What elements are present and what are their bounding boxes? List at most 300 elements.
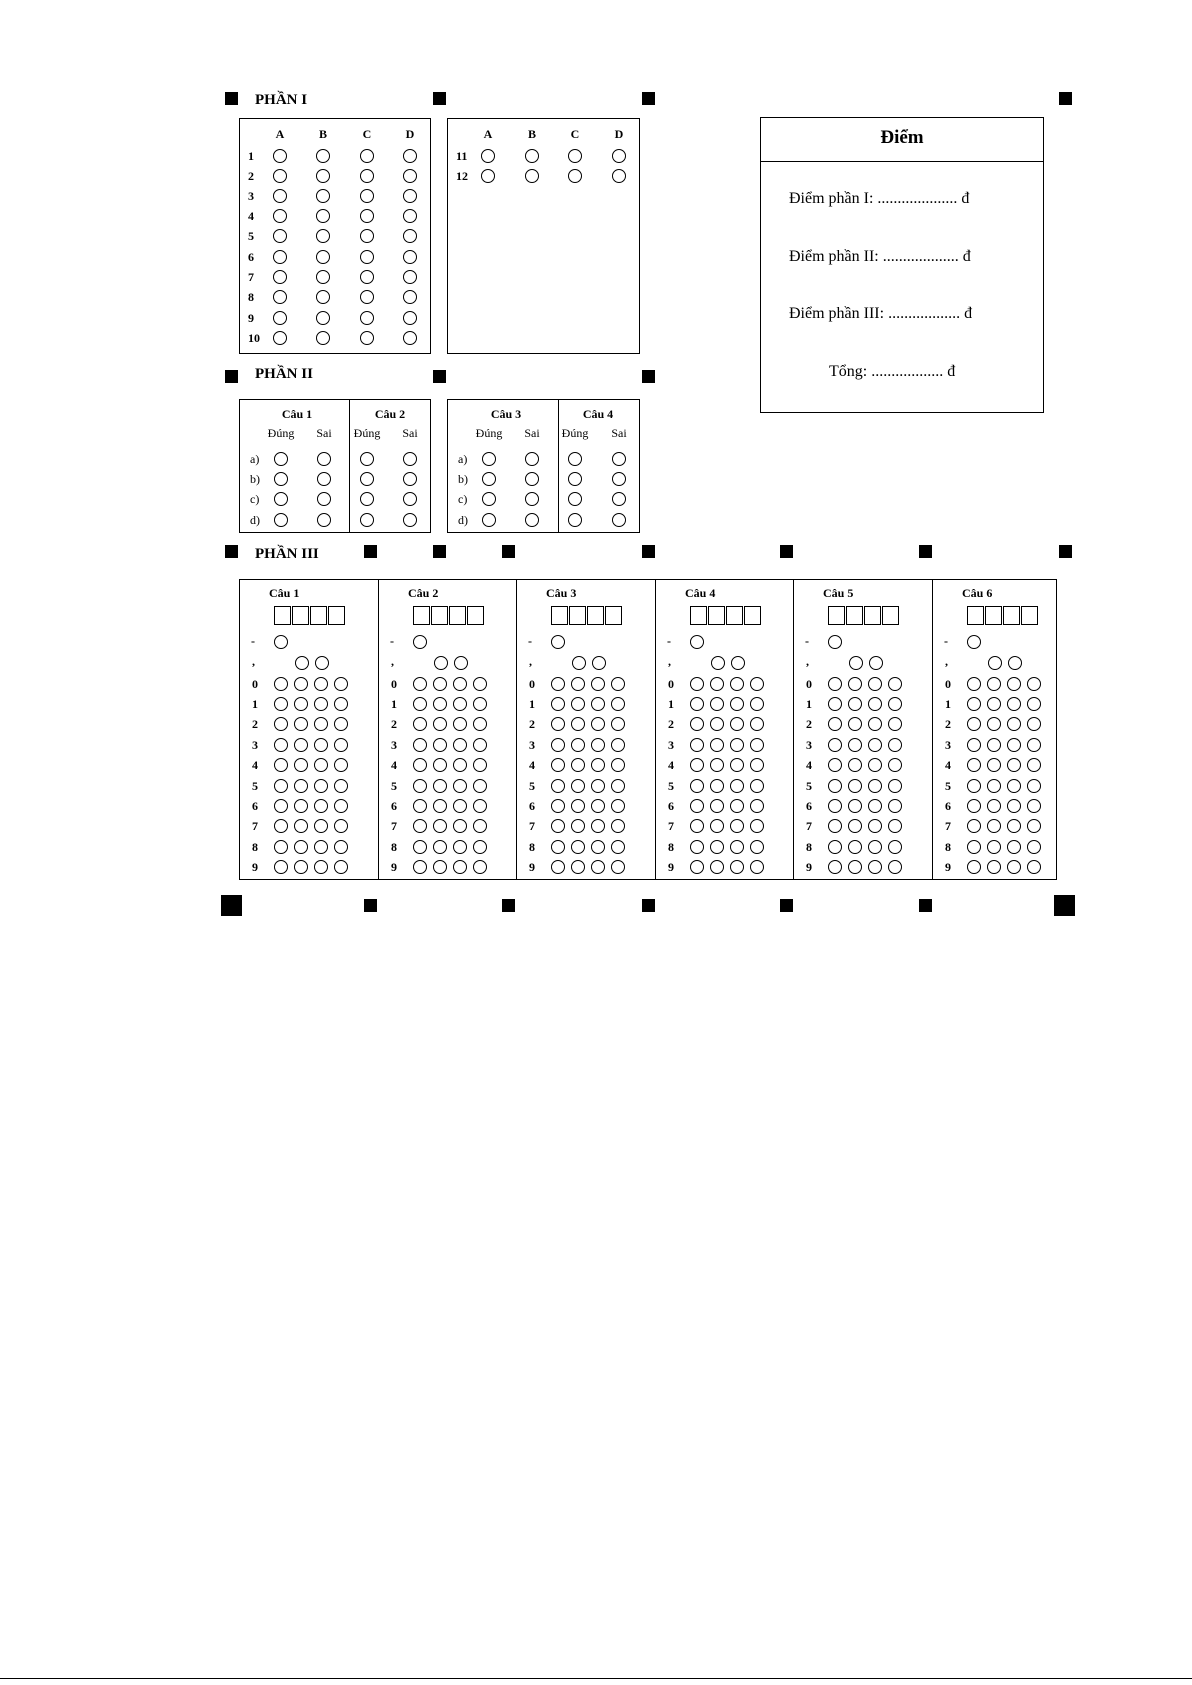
digit-bubble[interactable] bbox=[294, 840, 308, 854]
true-bubble[interactable] bbox=[360, 472, 374, 486]
answer-digit-box[interactable] bbox=[1003, 606, 1020, 625]
answer-bubble[interactable] bbox=[525, 169, 539, 183]
digit-bubble[interactable] bbox=[967, 779, 981, 793]
answer-bubble[interactable] bbox=[360, 311, 374, 325]
answer-bubble[interactable] bbox=[403, 270, 417, 284]
digit-bubble[interactable] bbox=[571, 717, 585, 731]
digit-bubble[interactable] bbox=[848, 677, 862, 691]
digit-bubble[interactable] bbox=[848, 758, 862, 772]
answer-bubble[interactable] bbox=[316, 189, 330, 203]
answer-bubble[interactable] bbox=[403, 229, 417, 243]
digit-bubble[interactable] bbox=[334, 738, 348, 752]
digit-bubble[interactable] bbox=[828, 840, 842, 854]
answer-bubble[interactable] bbox=[316, 290, 330, 304]
digit-bubble[interactable] bbox=[611, 799, 625, 813]
digit-bubble[interactable] bbox=[1027, 677, 1041, 691]
digit-bubble[interactable] bbox=[433, 779, 447, 793]
answer-bubble[interactable] bbox=[316, 250, 330, 264]
digit-bubble[interactable] bbox=[413, 819, 427, 833]
digit-bubble[interactable] bbox=[334, 860, 348, 874]
answer-bubble[interactable] bbox=[360, 169, 374, 183]
digit-bubble[interactable] bbox=[611, 697, 625, 711]
digit-bubble[interactable] bbox=[690, 677, 704, 691]
digit-bubble[interactable] bbox=[750, 840, 764, 854]
answer-digit-box[interactable] bbox=[328, 606, 345, 625]
digit-bubble[interactable] bbox=[710, 677, 724, 691]
answer-digit-box[interactable] bbox=[292, 606, 309, 625]
answer-bubble[interactable] bbox=[273, 290, 287, 304]
true-bubble[interactable] bbox=[274, 492, 288, 506]
digit-bubble[interactable] bbox=[571, 840, 585, 854]
digit-bubble[interactable] bbox=[730, 758, 744, 772]
answer-bubble[interactable] bbox=[316, 169, 330, 183]
digit-bubble[interactable] bbox=[967, 860, 981, 874]
digit-bubble[interactable] bbox=[274, 819, 288, 833]
digit-bubble[interactable] bbox=[413, 758, 427, 772]
digit-bubble[interactable] bbox=[294, 860, 308, 874]
digit-bubble[interactable] bbox=[710, 799, 724, 813]
digit-bubble[interactable] bbox=[611, 717, 625, 731]
digit-bubble[interactable] bbox=[710, 738, 724, 752]
digit-bubble[interactable] bbox=[294, 677, 308, 691]
digit-bubble[interactable] bbox=[730, 779, 744, 793]
answer-bubble[interactable] bbox=[403, 311, 417, 325]
comma-bubble[interactable] bbox=[849, 656, 863, 670]
digit-bubble[interactable] bbox=[690, 779, 704, 793]
digit-bubble[interactable] bbox=[453, 779, 467, 793]
digit-bubble[interactable] bbox=[274, 860, 288, 874]
digit-bubble[interactable] bbox=[1007, 819, 1021, 833]
digit-bubble[interactable] bbox=[1007, 697, 1021, 711]
answer-bubble[interactable] bbox=[273, 229, 287, 243]
digit-bubble[interactable] bbox=[1007, 758, 1021, 772]
digit-bubble[interactable] bbox=[967, 697, 981, 711]
digit-bubble[interactable] bbox=[1027, 860, 1041, 874]
digit-bubble[interactable] bbox=[848, 697, 862, 711]
digit-bubble[interactable] bbox=[1007, 840, 1021, 854]
digit-bubble[interactable] bbox=[611, 779, 625, 793]
answer-bubble[interactable] bbox=[273, 189, 287, 203]
digit-bubble[interactable] bbox=[551, 677, 565, 691]
digit-bubble[interactable] bbox=[334, 819, 348, 833]
digit-bubble[interactable] bbox=[433, 717, 447, 731]
digit-bubble[interactable] bbox=[1027, 758, 1041, 772]
true-bubble[interactable] bbox=[274, 513, 288, 527]
digit-bubble[interactable] bbox=[413, 717, 427, 731]
answer-digit-box[interactable] bbox=[310, 606, 327, 625]
answer-digit-box[interactable] bbox=[744, 606, 761, 625]
digit-bubble[interactable] bbox=[888, 799, 902, 813]
digit-bubble[interactable] bbox=[473, 779, 487, 793]
false-bubble[interactable] bbox=[317, 492, 331, 506]
minus-bubble[interactable] bbox=[967, 635, 981, 649]
digit-bubble[interactable] bbox=[413, 697, 427, 711]
digit-bubble[interactable] bbox=[828, 819, 842, 833]
answer-bubble[interactable] bbox=[360, 209, 374, 223]
false-bubble[interactable] bbox=[403, 492, 417, 506]
comma-bubble[interactable] bbox=[869, 656, 883, 670]
digit-bubble[interactable] bbox=[571, 799, 585, 813]
answer-bubble[interactable] bbox=[612, 169, 626, 183]
true-bubble[interactable] bbox=[482, 472, 496, 486]
answer-digit-box[interactable] bbox=[882, 606, 899, 625]
digit-bubble[interactable] bbox=[1027, 738, 1041, 752]
answer-bubble[interactable] bbox=[403, 290, 417, 304]
digit-bubble[interactable] bbox=[710, 717, 724, 731]
true-bubble[interactable] bbox=[360, 452, 374, 466]
digit-bubble[interactable] bbox=[473, 738, 487, 752]
digit-bubble[interactable] bbox=[473, 717, 487, 731]
digit-bubble[interactable] bbox=[294, 697, 308, 711]
answer-digit-box[interactable] bbox=[605, 606, 622, 625]
answer-bubble[interactable] bbox=[403, 149, 417, 163]
digit-bubble[interactable] bbox=[473, 860, 487, 874]
digit-bubble[interactable] bbox=[828, 677, 842, 691]
digit-bubble[interactable] bbox=[453, 819, 467, 833]
digit-bubble[interactable] bbox=[551, 840, 565, 854]
digit-bubble[interactable] bbox=[571, 738, 585, 752]
answer-bubble[interactable] bbox=[316, 331, 330, 345]
digit-bubble[interactable] bbox=[591, 717, 605, 731]
answer-digit-box[interactable] bbox=[551, 606, 568, 625]
digit-bubble[interactable] bbox=[888, 758, 902, 772]
comma-bubble[interactable] bbox=[731, 656, 745, 670]
false-bubble[interactable] bbox=[317, 472, 331, 486]
answer-bubble[interactable] bbox=[273, 331, 287, 345]
digit-bubble[interactable] bbox=[334, 840, 348, 854]
digit-bubble[interactable] bbox=[473, 697, 487, 711]
answer-bubble[interactable] bbox=[273, 149, 287, 163]
digit-bubble[interactable] bbox=[730, 677, 744, 691]
digit-bubble[interactable] bbox=[828, 738, 842, 752]
digit-bubble[interactable] bbox=[314, 840, 328, 854]
digit-bubble[interactable] bbox=[828, 717, 842, 731]
digit-bubble[interactable] bbox=[294, 738, 308, 752]
digit-bubble[interactable] bbox=[987, 677, 1001, 691]
digit-bubble[interactable] bbox=[453, 860, 467, 874]
minus-bubble[interactable] bbox=[690, 635, 704, 649]
digit-bubble[interactable] bbox=[453, 697, 467, 711]
digit-bubble[interactable] bbox=[710, 697, 724, 711]
digit-bubble[interactable] bbox=[868, 779, 882, 793]
digit-bubble[interactable] bbox=[294, 779, 308, 793]
digit-bubble[interactable] bbox=[1027, 819, 1041, 833]
digit-bubble[interactable] bbox=[274, 840, 288, 854]
false-bubble[interactable] bbox=[612, 452, 626, 466]
comma-bubble[interactable] bbox=[711, 656, 725, 670]
digit-bubble[interactable] bbox=[1027, 779, 1041, 793]
answer-bubble[interactable] bbox=[360, 331, 374, 345]
digit-bubble[interactable] bbox=[571, 819, 585, 833]
digit-bubble[interactable] bbox=[848, 738, 862, 752]
digit-bubble[interactable] bbox=[611, 840, 625, 854]
digit-bubble[interactable] bbox=[888, 677, 902, 691]
digit-bubble[interactable] bbox=[1027, 840, 1041, 854]
digit-bubble[interactable] bbox=[551, 799, 565, 813]
digit-bubble[interactable] bbox=[888, 840, 902, 854]
answer-bubble[interactable] bbox=[403, 189, 417, 203]
answer-bubble[interactable] bbox=[360, 149, 374, 163]
digit-bubble[interactable] bbox=[433, 819, 447, 833]
answer-bubble[interactable] bbox=[316, 270, 330, 284]
answer-digit-box[interactable] bbox=[967, 606, 984, 625]
digit-bubble[interactable] bbox=[551, 758, 565, 772]
digit-bubble[interactable] bbox=[294, 819, 308, 833]
digit-bubble[interactable] bbox=[334, 697, 348, 711]
true-bubble[interactable] bbox=[482, 492, 496, 506]
digit-bubble[interactable] bbox=[690, 738, 704, 752]
answer-digit-box[interactable] bbox=[449, 606, 466, 625]
digit-bubble[interactable] bbox=[551, 697, 565, 711]
answer-digit-box[interactable] bbox=[431, 606, 448, 625]
comma-bubble[interactable] bbox=[592, 656, 606, 670]
digit-bubble[interactable] bbox=[828, 697, 842, 711]
answer-digit-box[interactable] bbox=[1021, 606, 1038, 625]
digit-bubble[interactable] bbox=[868, 717, 882, 731]
digit-bubble[interactable] bbox=[611, 758, 625, 772]
false-bubble[interactable] bbox=[525, 492, 539, 506]
digit-bubble[interactable] bbox=[334, 799, 348, 813]
digit-bubble[interactable] bbox=[413, 799, 427, 813]
true-bubble[interactable] bbox=[568, 492, 582, 506]
digit-bubble[interactable] bbox=[828, 779, 842, 793]
digit-bubble[interactable] bbox=[551, 819, 565, 833]
digit-bubble[interactable] bbox=[473, 677, 487, 691]
digit-bubble[interactable] bbox=[848, 860, 862, 874]
digit-bubble[interactable] bbox=[294, 717, 308, 731]
digit-bubble[interactable] bbox=[848, 779, 862, 793]
digit-bubble[interactable] bbox=[730, 860, 744, 874]
answer-digit-box[interactable] bbox=[587, 606, 604, 625]
digit-bubble[interactable] bbox=[274, 779, 288, 793]
digit-bubble[interactable] bbox=[987, 819, 1001, 833]
digit-bubble[interactable] bbox=[828, 758, 842, 772]
digit-bubble[interactable] bbox=[591, 779, 605, 793]
digit-bubble[interactable] bbox=[551, 738, 565, 752]
digit-bubble[interactable] bbox=[967, 717, 981, 731]
digit-bubble[interactable] bbox=[314, 758, 328, 772]
false-bubble[interactable] bbox=[317, 452, 331, 466]
digit-bubble[interactable] bbox=[571, 779, 585, 793]
digit-bubble[interactable] bbox=[750, 819, 764, 833]
digit-bubble[interactable] bbox=[1007, 738, 1021, 752]
digit-bubble[interactable] bbox=[473, 799, 487, 813]
digit-bubble[interactable] bbox=[750, 799, 764, 813]
answer-bubble[interactable] bbox=[525, 149, 539, 163]
answer-bubble[interactable] bbox=[316, 209, 330, 223]
digit-bubble[interactable] bbox=[274, 697, 288, 711]
digit-bubble[interactable] bbox=[868, 799, 882, 813]
digit-bubble[interactable] bbox=[1007, 677, 1021, 691]
answer-bubble[interactable] bbox=[403, 331, 417, 345]
digit-bubble[interactable] bbox=[888, 860, 902, 874]
digit-bubble[interactable] bbox=[314, 779, 328, 793]
digit-bubble[interactable] bbox=[750, 860, 764, 874]
comma-bubble[interactable] bbox=[434, 656, 448, 670]
digit-bubble[interactable] bbox=[710, 758, 724, 772]
comma-bubble[interactable] bbox=[295, 656, 309, 670]
digit-bubble[interactable] bbox=[987, 758, 1001, 772]
digit-bubble[interactable] bbox=[274, 758, 288, 772]
digit-bubble[interactable] bbox=[1027, 799, 1041, 813]
digit-bubble[interactable] bbox=[571, 860, 585, 874]
answer-digit-box[interactable] bbox=[690, 606, 707, 625]
digit-bubble[interactable] bbox=[334, 717, 348, 731]
answer-digit-box[interactable] bbox=[864, 606, 881, 625]
digit-bubble[interactable] bbox=[591, 738, 605, 752]
digit-bubble[interactable] bbox=[591, 860, 605, 874]
true-bubble[interactable] bbox=[568, 452, 582, 466]
digit-bubble[interactable] bbox=[314, 819, 328, 833]
digit-bubble[interactable] bbox=[274, 717, 288, 731]
digit-bubble[interactable] bbox=[690, 717, 704, 731]
answer-bubble[interactable] bbox=[568, 169, 582, 183]
digit-bubble[interactable] bbox=[690, 860, 704, 874]
digit-bubble[interactable] bbox=[433, 860, 447, 874]
true-bubble[interactable] bbox=[482, 452, 496, 466]
false-bubble[interactable] bbox=[317, 513, 331, 527]
digit-bubble[interactable] bbox=[710, 779, 724, 793]
digit-bubble[interactable] bbox=[1007, 717, 1021, 731]
digit-bubble[interactable] bbox=[611, 677, 625, 691]
false-bubble[interactable] bbox=[403, 513, 417, 527]
answer-digit-box[interactable] bbox=[274, 606, 291, 625]
digit-bubble[interactable] bbox=[433, 799, 447, 813]
digit-bubble[interactable] bbox=[848, 799, 862, 813]
digit-bubble[interactable] bbox=[750, 697, 764, 711]
answer-bubble[interactable] bbox=[316, 311, 330, 325]
digit-bubble[interactable] bbox=[967, 840, 981, 854]
digit-bubble[interactable] bbox=[314, 717, 328, 731]
minus-bubble[interactable] bbox=[274, 635, 288, 649]
answer-bubble[interactable] bbox=[360, 189, 374, 203]
digit-bubble[interactable] bbox=[433, 758, 447, 772]
digit-bubble[interactable] bbox=[453, 717, 467, 731]
answer-bubble[interactable] bbox=[273, 250, 287, 264]
digit-bubble[interactable] bbox=[413, 779, 427, 793]
digit-bubble[interactable] bbox=[453, 758, 467, 772]
digit-bubble[interactable] bbox=[314, 799, 328, 813]
digit-bubble[interactable] bbox=[274, 738, 288, 752]
answer-digit-box[interactable] bbox=[726, 606, 743, 625]
answer-bubble[interactable] bbox=[316, 229, 330, 243]
digit-bubble[interactable] bbox=[611, 738, 625, 752]
digit-bubble[interactable] bbox=[551, 779, 565, 793]
false-bubble[interactable] bbox=[403, 472, 417, 486]
digit-bubble[interactable] bbox=[987, 697, 1001, 711]
answer-bubble[interactable] bbox=[273, 209, 287, 223]
answer-bubble[interactable] bbox=[273, 270, 287, 284]
answer-digit-box[interactable] bbox=[708, 606, 725, 625]
digit-bubble[interactable] bbox=[551, 717, 565, 731]
digit-bubble[interactable] bbox=[591, 677, 605, 691]
digit-bubble[interactable] bbox=[611, 860, 625, 874]
digit-bubble[interactable] bbox=[690, 697, 704, 711]
digit-bubble[interactable] bbox=[314, 697, 328, 711]
digit-bubble[interactable] bbox=[433, 677, 447, 691]
digit-bubble[interactable] bbox=[828, 860, 842, 874]
false-bubble[interactable] bbox=[612, 492, 626, 506]
digit-bubble[interactable] bbox=[750, 738, 764, 752]
digit-bubble[interactable] bbox=[274, 677, 288, 691]
digit-bubble[interactable] bbox=[967, 758, 981, 772]
digit-bubble[interactable] bbox=[314, 860, 328, 874]
digit-bubble[interactable] bbox=[1007, 799, 1021, 813]
answer-bubble[interactable] bbox=[360, 290, 374, 304]
answer-digit-box[interactable] bbox=[413, 606, 430, 625]
digit-bubble[interactable] bbox=[413, 738, 427, 752]
digit-bubble[interactable] bbox=[433, 840, 447, 854]
digit-bubble[interactable] bbox=[314, 738, 328, 752]
digit-bubble[interactable] bbox=[868, 697, 882, 711]
answer-bubble[interactable] bbox=[316, 149, 330, 163]
minus-bubble[interactable] bbox=[413, 635, 427, 649]
digit-bubble[interactable] bbox=[750, 677, 764, 691]
false-bubble[interactable] bbox=[612, 472, 626, 486]
digit-bubble[interactable] bbox=[967, 738, 981, 752]
false-bubble[interactable] bbox=[525, 472, 539, 486]
digit-bubble[interactable] bbox=[1007, 779, 1021, 793]
true-bubble[interactable] bbox=[274, 452, 288, 466]
digit-bubble[interactable] bbox=[690, 758, 704, 772]
digit-bubble[interactable] bbox=[611, 819, 625, 833]
digit-bubble[interactable] bbox=[987, 840, 1001, 854]
digit-bubble[interactable] bbox=[987, 799, 1001, 813]
digit-bubble[interactable] bbox=[413, 840, 427, 854]
answer-bubble[interactable] bbox=[360, 250, 374, 264]
digit-bubble[interactable] bbox=[571, 677, 585, 691]
digit-bubble[interactable] bbox=[848, 840, 862, 854]
digit-bubble[interactable] bbox=[730, 840, 744, 854]
minus-bubble[interactable] bbox=[828, 635, 842, 649]
digit-bubble[interactable] bbox=[888, 697, 902, 711]
false-bubble[interactable] bbox=[403, 452, 417, 466]
false-bubble[interactable] bbox=[525, 513, 539, 527]
digit-bubble[interactable] bbox=[591, 799, 605, 813]
comma-bubble[interactable] bbox=[1008, 656, 1022, 670]
digit-bubble[interactable] bbox=[888, 779, 902, 793]
digit-bubble[interactable] bbox=[828, 799, 842, 813]
digit-bubble[interactable] bbox=[987, 738, 1001, 752]
digit-bubble[interactable] bbox=[868, 677, 882, 691]
comma-bubble[interactable] bbox=[572, 656, 586, 670]
digit-bubble[interactable] bbox=[888, 717, 902, 731]
digit-bubble[interactable] bbox=[453, 840, 467, 854]
digit-bubble[interactable] bbox=[710, 840, 724, 854]
digit-bubble[interactable] bbox=[750, 758, 764, 772]
digit-bubble[interactable] bbox=[334, 779, 348, 793]
digit-bubble[interactable] bbox=[710, 819, 724, 833]
digit-bubble[interactable] bbox=[473, 840, 487, 854]
true-bubble[interactable] bbox=[482, 513, 496, 527]
digit-bubble[interactable] bbox=[987, 779, 1001, 793]
digit-bubble[interactable] bbox=[453, 799, 467, 813]
digit-bubble[interactable] bbox=[710, 860, 724, 874]
digit-bubble[interactable] bbox=[334, 758, 348, 772]
digit-bubble[interactable] bbox=[848, 819, 862, 833]
digit-bubble[interactable] bbox=[888, 819, 902, 833]
digit-bubble[interactable] bbox=[571, 697, 585, 711]
digit-bubble[interactable] bbox=[413, 860, 427, 874]
digit-bubble[interactable] bbox=[848, 717, 862, 731]
digit-bubble[interactable] bbox=[1027, 697, 1041, 711]
digit-bubble[interactable] bbox=[868, 840, 882, 854]
answer-bubble[interactable] bbox=[481, 149, 495, 163]
digit-bubble[interactable] bbox=[987, 717, 1001, 731]
digit-bubble[interactable] bbox=[413, 677, 427, 691]
digit-bubble[interactable] bbox=[690, 840, 704, 854]
digit-bubble[interactable] bbox=[591, 697, 605, 711]
